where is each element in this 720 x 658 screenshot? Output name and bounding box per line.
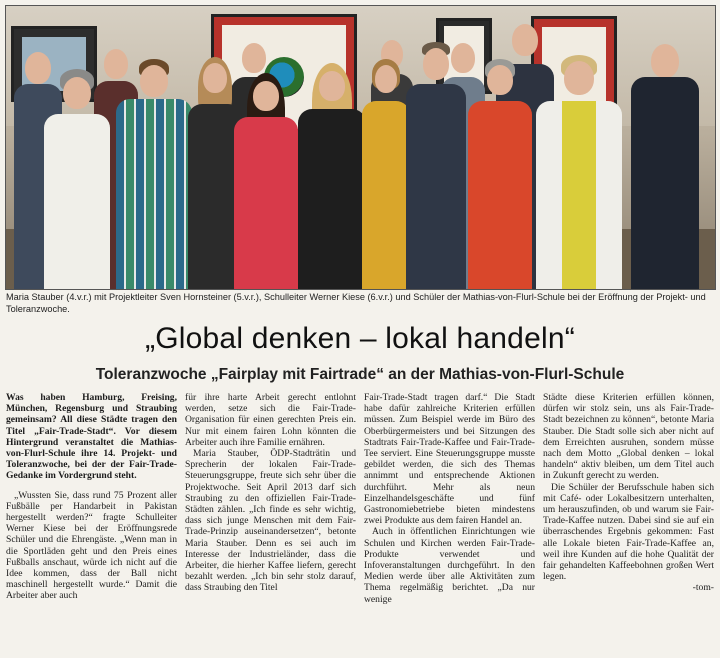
person	[298, 67, 366, 289]
person	[468, 61, 532, 289]
headline: „Global denken – lokal handeln“	[145, 322, 575, 355]
article-paragraph: Auch in öffentlichen Einrichtungen wie Schulen und Kirchen werden Fair-Trade-Produkte verwendet und Infoveranstaltungen durchgeführt. In den Medien werde über alle Aktivitäten zum Thema regelmäßig berichtet. „Da nur wenige	[364, 526, 535, 605]
article-photo	[5, 5, 716, 290]
article-column-3	[364, 392, 535, 656]
article-paragraph: für ihre harte Arbeit gerecht entlohnt werden, setze sich die Fair-Trade-Organisation für einen gerechten Preis ein. Nur mit einem fairen Lohn könnten die Arbeiter auch ihre Familie ernähren.	[185, 392, 356, 448]
article-column-4	[543, 392, 714, 656]
person	[116, 61, 192, 289]
article-column-2	[185, 392, 356, 656]
article-column-1	[6, 392, 177, 656]
article-lead: Was haben Hamburg, Freising, München, Regensburg und Straubing gemeinsam? All diese Städte tragen den Titel „Fair-Trade-Stadt“. Vor diesem Hintergrund veranstaltet die Mathias-von-Flurl-Schule ihre 14. Projekt- und Toleranzwoche, bei der der Fair-Trade-Gedanke im Vordergrund steht.	[6, 392, 177, 482]
person	[44, 71, 110, 289]
article-paragraph: „Wussten Sie, dass rund 75 Prozent aller Fußbälle per Handarbeit in Pakistan hergestellt werden?“ fragte Schulleiter Werner Kiese bei der Eröffnungsrede Schüler und die Ehrengäste. „Wenn man in die Sportläden geht und den Preis eines Fußballs anschaut, würde ich nicht auf die Idee kommen, dass der Ball nicht maschinell hergestellt wurde.“ Damit die Arbeiter aber auch	[6, 489, 177, 602]
person	[362, 61, 410, 289]
person	[631, 34, 699, 289]
subheadline: Toleranzwoche „Fairplay mit Fairtrade“ an der Mathias-von-Flurl-Schule	[95, 366, 625, 383]
person	[234, 77, 298, 289]
article-paragraph: Städte diese Kriterien erfüllen können, dürfen wir stolz sein, uns als Fair-Trade-Stadt bezeichnen zu können“, betonte Maria Stauber. Die Stadt solle sich aber nicht auf dem Erreichten ausruhen, sondern müsse nach dem Motto „Global denken – lokal handeln“ aktiv bleiben, um dem Titel auch in Zukunft gerecht zu werden.	[543, 392, 714, 482]
author-signature: -tom-	[692, 582, 714, 594]
person	[536, 57, 622, 289]
article-paragraph: Maria Stauber, ÖDP-Stadträtin und Sprecherin der lokalen Fair-Trade-Steuerungsgruppe, freute sich sehr über die Projektwoche. Seit April 2013 darf sich Straubing zu den offiziellen Fair-Trade-Städten zählen. „Ich finde es sehr wichtig, dass sich junge Menschen mit dem Fair-Trade-Prinzip auseinandersetzen“, betonte Maria Stauber. Denn es sei auch im Interesse der Industrieländer, dass die Arbeiter, die hierher Kaffee liefern, gerecht bezahlt werden. „Ich bin sehr stolz darauf, dass Straubing den Titel	[185, 448, 356, 594]
article-paragraph: Fair-Trade-Stadt tragen darf.“ Die Stadt habe dafür zahlreiche Kriterien erfüllen müssen. Zum Beispiel werde im Büro des Oberbürgermeisters und bei Sitzungen des Stadtrats Fair-Trade-Kaffee und Fair-Trade-Tee serviert. Eine Steuerungsgruppe musste gebildet werden, die sich des Themas annimmt und entsprechende Aktionen durchführt. Mehr als neun Einzelhandelsgeschäfte und fünf Gastronomiebetriebe bieten mindestens zwei Produkte aus dem fairen Handel an.	[364, 392, 535, 527]
article-paragraph: Die Schüler der Berufsschule haben sich mit Café- oder Lokalbesitzern unterhalten, um herauszufinden, ob und warum sie Fair-Trade-Kaffee nutzen. Dabei sind sie auf ein überraschendes Ergebnis gekommen: Fast alle Lokale bieten Fair-Trade-Kaffee an, weil ihre Kunden auf die hohe Qualität der fair gehandelten Kaffeebohnen großen Wert legen.	[543, 481, 714, 583]
article-body	[6, 392, 714, 656]
person	[406, 44, 466, 289]
photo-caption: Maria Stauber (4.v.r.) mit Projektleiter Sven Hornsteiner (5.v.r.), Schulleiter Werner Kiese (6.v.r.) und Schüler der Mathias-von-Flurl-Schule bei der Eröffnung der Projekt- und Toleranzwoche.	[6, 292, 706, 314]
